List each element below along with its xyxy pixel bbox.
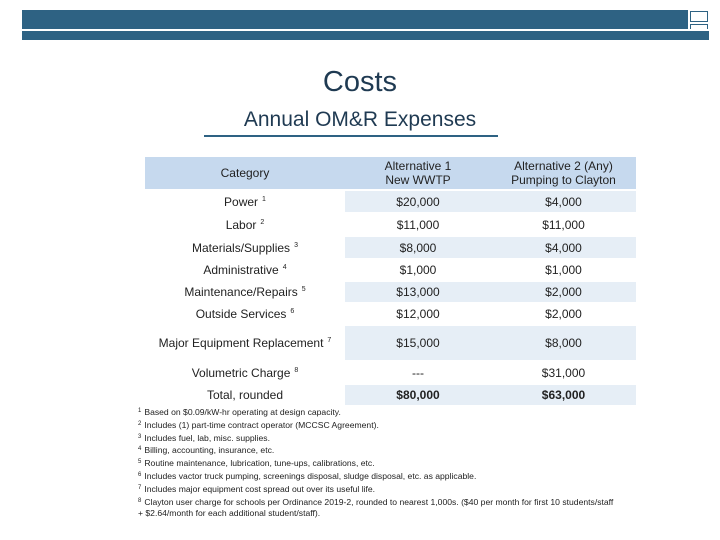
row-category bbox=[145, 260, 345, 282]
alt1-value: $11,000 bbox=[345, 214, 491, 237]
alt1-value: --- bbox=[345, 362, 491, 385]
footnote-text: Based on $0.09/kW-hr operating at design capacity. bbox=[144, 407, 341, 417]
header-alternative-1 bbox=[345, 157, 491, 191]
row-category bbox=[145, 326, 345, 362]
header-alt2-line2: Pumping to Clayton bbox=[511, 173, 616, 187]
category-label: Materials/Supplies bbox=[192, 240, 291, 255]
table-row bbox=[145, 214, 636, 237]
table-row bbox=[145, 282, 636, 304]
footnote-text: Includes major equipment cost spread out over its useful life. bbox=[144, 483, 376, 494]
slide-subtitle: Annual OM&R Expenses bbox=[243, 108, 477, 131]
footnote-ref: 1 bbox=[262, 195, 266, 203]
category-label: Outside Services bbox=[195, 307, 287, 321]
slide-title: Costs bbox=[322, 66, 398, 98]
footnote-text: Includes fuel, lab, misc. supplies. bbox=[144, 432, 270, 443]
category-label: Labor bbox=[225, 217, 257, 232]
row-category bbox=[145, 385, 345, 407]
alt2-value: $2,000 bbox=[491, 304, 636, 326]
table-row bbox=[145, 260, 636, 282]
footnote-number: 1 bbox=[138, 408, 142, 414]
footnote bbox=[138, 406, 698, 419]
alt2-value: $2,000 bbox=[491, 282, 636, 304]
footnote-text: Includes (1) part-time contract operator (MCCSC Agreement). bbox=[144, 419, 379, 430]
alt2-value: $1,000 bbox=[491, 260, 636, 282]
footnote-number: 8 bbox=[138, 497, 142, 504]
footnote bbox=[138, 457, 698, 470]
category-label: Volumetric Charge bbox=[191, 365, 291, 380]
costs-table bbox=[145, 157, 636, 407]
footnote-text: + $2.64/month for each additional student/staff). bbox=[138, 508, 321, 519]
footnote bbox=[138, 496, 698, 509]
row-category bbox=[145, 214, 345, 237]
row-category bbox=[145, 282, 345, 304]
table-row bbox=[145, 326, 636, 362]
category-label: Total, rounded bbox=[206, 388, 284, 402]
table-row bbox=[145, 304, 636, 326]
footnote-number: 7 bbox=[138, 484, 142, 491]
header-alt1-line2: New WWTP bbox=[385, 173, 451, 187]
alt2-total: $63,000 bbox=[491, 385, 636, 407]
header-alt1-line1: Alternative 1 bbox=[384, 159, 452, 173]
footnote-number: 3 bbox=[138, 433, 142, 440]
alt1-value: $15,000 bbox=[345, 326, 491, 362]
table-header-row bbox=[145, 157, 636, 191]
table-row bbox=[145, 237, 636, 260]
subtitle-underline bbox=[204, 135, 498, 137]
alt2-value: $31,000 bbox=[491, 362, 636, 385]
alt1-value: $1,000 bbox=[345, 260, 491, 282]
footnote-text: Billing, accounting, insurance, etc. bbox=[144, 445, 275, 456]
footnote-ref: 7 bbox=[327, 337, 332, 344]
footnote bbox=[138, 432, 698, 445]
footnote-continuation bbox=[138, 508, 698, 520]
footnotes bbox=[138, 406, 698, 520]
banner-square-icon bbox=[690, 11, 708, 22]
header-category: Category bbox=[145, 157, 345, 191]
header-alternative-2 bbox=[491, 157, 636, 191]
table-row bbox=[145, 362, 636, 385]
footnote-text: Routine maintenance, lubrication, tune-ups, calibrations, etc. bbox=[144, 458, 375, 469]
footnote-number: 5 bbox=[138, 459, 142, 466]
footnote bbox=[138, 419, 698, 432]
alt2-value: $11,000 bbox=[491, 214, 636, 237]
footnote bbox=[138, 444, 698, 457]
category-label: Major Equipment Replacement bbox=[158, 336, 324, 350]
footnote-ref: 5 bbox=[301, 286, 306, 293]
alt1-value: $13,000 bbox=[345, 282, 491, 304]
footnote-number: 6 bbox=[138, 471, 142, 478]
footnote-text: Clayton user charge for schools per Ordinance 2019-2, rounded to nearest 1,000s. ($40 per month for first 10 students/staff bbox=[144, 496, 614, 507]
category-label: Maintenance/Repairs bbox=[184, 285, 298, 299]
row-category bbox=[145, 362, 345, 385]
category-label: Power bbox=[224, 194, 259, 209]
footnote-ref: 2 bbox=[260, 218, 265, 226]
footnote-ref: 6 bbox=[290, 308, 295, 315]
footnote-ref: 3 bbox=[294, 241, 298, 249]
alt1-total: $80,000 bbox=[345, 385, 491, 407]
alt2-value: $8,000 bbox=[491, 326, 636, 362]
header-alt2-line1: Alternative 2 (Any) bbox=[514, 159, 613, 173]
row-category bbox=[145, 237, 345, 260]
footnote-text: Includes vactor truck pumping, screenings disposal, sludge disposal, etc. as applicable. bbox=[144, 470, 477, 481]
footnote bbox=[138, 483, 698, 496]
alt2-value: $4,000 bbox=[491, 237, 636, 260]
category-label: Administrative bbox=[203, 263, 279, 277]
row-category bbox=[145, 191, 345, 214]
footnote-ref: 4 bbox=[282, 264, 287, 271]
alt1-value: $20,000 bbox=[345, 191, 491, 214]
alt1-value: $12,000 bbox=[345, 304, 491, 326]
alt2-value: $4,000 bbox=[491, 191, 636, 214]
banner-underline bbox=[22, 31, 709, 40]
table-row bbox=[145, 191, 636, 214]
footnote-ref: 8 bbox=[294, 366, 299, 374]
table-row-total bbox=[145, 385, 636, 407]
footnote bbox=[138, 470, 698, 483]
alt1-value: $8,000 bbox=[345, 237, 491, 260]
footnote-number: 2 bbox=[138, 420, 142, 427]
row-category bbox=[145, 304, 345, 326]
footnote-number: 4 bbox=[138, 446, 142, 453]
